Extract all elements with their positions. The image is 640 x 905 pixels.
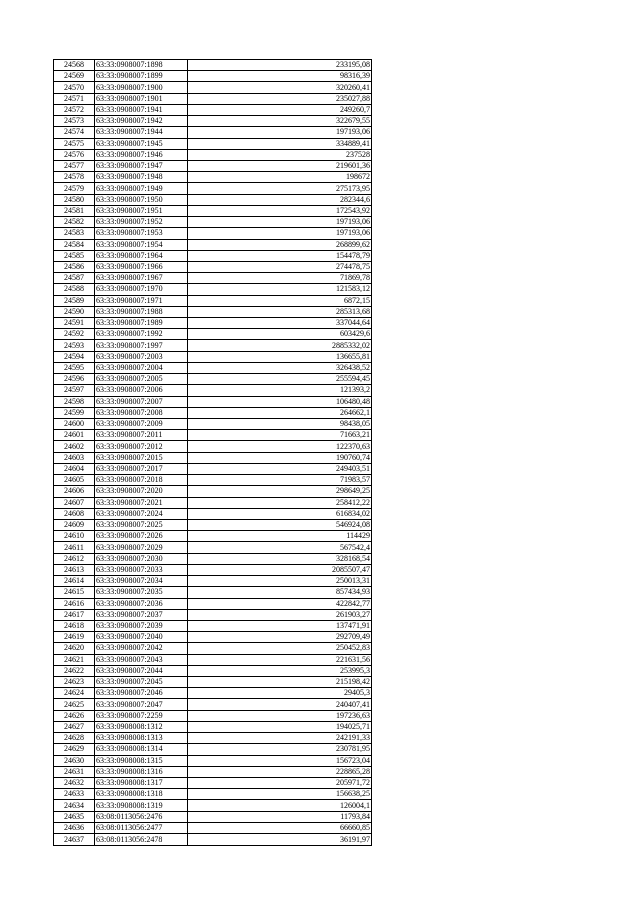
row-number-cell: 24620: [54, 643, 95, 654]
row-number-cell: 24632: [54, 778, 95, 789]
value-cell: 114429: [188, 531, 372, 542]
value-cell: 71869,78: [188, 273, 372, 284]
table-row: [54, 632, 372, 643]
table-row: [54, 587, 372, 598]
value-cell: 250013,31: [188, 576, 372, 587]
value-cell: 328168,54: [188, 553, 372, 564]
row-number-cell: 24575: [54, 138, 95, 149]
cadastral-number-cell: 63:33:0908007:1900: [95, 82, 188, 93]
cadastral-number-cell: 63:33:0908007:2003: [95, 351, 188, 362]
cadastral-number-cell: 63:33:0908008:1315: [95, 755, 188, 766]
row-number-cell: 24635: [54, 811, 95, 822]
cadastral-number-cell: 63:33:0908007:2045: [95, 677, 188, 688]
value-cell: 249260,7: [188, 104, 372, 115]
cadastral-number-cell: 63:33:0908007:2021: [95, 497, 188, 508]
table-row: [54, 733, 372, 744]
cadastral-number-cell: 63:33:0908007:1997: [95, 340, 188, 351]
row-number-cell: 24621: [54, 654, 95, 665]
row-number-cell: 24596: [54, 374, 95, 385]
value-cell: 233195,08: [188, 60, 372, 71]
cadastral-number-cell: 63:33:0908007:2011: [95, 430, 188, 441]
value-cell: 274478,75: [188, 261, 372, 272]
value-cell: 2085507,47: [188, 564, 372, 575]
value-cell: 221631,56: [188, 654, 372, 665]
table-row: [54, 609, 372, 620]
cadastral-number-cell: 63:33:0908007:2037: [95, 609, 188, 620]
row-number-cell: 24623: [54, 677, 95, 688]
row-number-cell: 24612: [54, 553, 95, 564]
cadastral-number-cell: 63:33:0908007:1945: [95, 138, 188, 149]
row-number-cell: 24631: [54, 766, 95, 777]
cadastral-number-cell: 63:33:0908007:2026: [95, 531, 188, 542]
table-row: [54, 104, 372, 115]
cadastral-number-cell: 63:33:0908007:2020: [95, 486, 188, 497]
row-number-cell: 24573: [54, 116, 95, 127]
row-number-cell: 24601: [54, 430, 95, 441]
table-row: [54, 284, 372, 295]
cadastral-number-cell: 63:33:0908007:1899: [95, 71, 188, 82]
row-number-cell: 24616: [54, 598, 95, 609]
table-row: [54, 643, 372, 654]
value-cell: 66660,85: [188, 822, 372, 833]
table-row: [54, 183, 372, 194]
row-number-cell: 24619: [54, 632, 95, 643]
row-number-cell: 24605: [54, 475, 95, 486]
cadastral-number-cell: 63:33:0908007:1948: [95, 172, 188, 183]
table-row: [54, 677, 372, 688]
row-number-cell: 24629: [54, 744, 95, 755]
table-row: [54, 396, 372, 407]
table-row: [54, 250, 372, 261]
value-cell: 240407,41: [188, 699, 372, 710]
cadastral-number-cell: 63:33:0908007:1949: [95, 183, 188, 194]
row-number-cell: 24607: [54, 497, 95, 508]
cadastral-number-cell: 63:33:0908007:1946: [95, 149, 188, 160]
row-number-cell: 24630: [54, 755, 95, 766]
cadastral-number-cell: 63:33:0908007:2034: [95, 576, 188, 587]
table-row: [54, 239, 372, 250]
table-row: [54, 553, 372, 564]
row-number-cell: 24610: [54, 531, 95, 542]
row-number-cell: 24599: [54, 407, 95, 418]
cadastral-number-cell: 63:33:0908007:2047: [95, 699, 188, 710]
table-row: [54, 362, 372, 373]
value-cell: 285313,68: [188, 306, 372, 317]
cadastral-number-cell: 63:33:0908007:1966: [95, 261, 188, 272]
cadastral-number-cell: 63:33:0908007:1992: [95, 329, 188, 340]
row-number-cell: 24603: [54, 452, 95, 463]
value-cell: 275173,95: [188, 183, 372, 194]
table-row: [54, 811, 372, 822]
table-row: [54, 654, 372, 665]
cadastral-number-cell: 63:33:0908008:1318: [95, 789, 188, 800]
cadastral-number-cell: 63:33:0908007:1901: [95, 93, 188, 104]
cadastral-number-cell: 63:33:0908007:2017: [95, 463, 188, 474]
cadastral-number-cell: 63:33:0908007:1952: [95, 217, 188, 228]
cadastral-number-cell: 63:33:0908007:1941: [95, 104, 188, 115]
row-number-cell: 24574: [54, 127, 95, 138]
cadastral-number-cell: 63:33:0908007:2005: [95, 374, 188, 385]
row-number-cell: 24624: [54, 688, 95, 699]
value-cell: 255594,45: [188, 374, 372, 385]
value-cell: 197236,63: [188, 710, 372, 721]
row-number-cell: 24576: [54, 149, 95, 160]
value-cell: 298649,25: [188, 486, 372, 497]
table-row: [54, 778, 372, 789]
table-row: [54, 205, 372, 216]
table-row: [54, 441, 372, 452]
row-number-cell: 24604: [54, 463, 95, 474]
row-number-cell: 24579: [54, 183, 95, 194]
row-number-cell: 24591: [54, 318, 95, 329]
cadastral-number-cell: 63:33:0908008:1316: [95, 766, 188, 777]
table-row: [54, 598, 372, 609]
row-number-cell: 24588: [54, 284, 95, 295]
row-number-cell: 24572: [54, 104, 95, 115]
table-row: [54, 699, 372, 710]
cadastral-number-cell: 63:33:0908007:1988: [95, 306, 188, 317]
table-row: [54, 340, 372, 351]
value-cell: 322679,55: [188, 116, 372, 127]
value-cell: 172543,92: [188, 205, 372, 216]
cadastral-number-cell: 63:33:0908007:2036: [95, 598, 188, 609]
value-cell: 71663,21: [188, 430, 372, 441]
value-cell: 219601,36: [188, 160, 372, 171]
cadastral-number-cell: 63:33:0908007:2009: [95, 419, 188, 430]
row-number-cell: 24613: [54, 564, 95, 575]
row-number-cell: 24592: [54, 329, 95, 340]
cadastral-number-cell: 63:33:0908007:2042: [95, 643, 188, 654]
value-cell: 337044,64: [188, 318, 372, 329]
table-body: [54, 60, 372, 846]
table-row: [54, 710, 372, 721]
value-cell: 857434,93: [188, 587, 372, 598]
value-cell: 197193,06: [188, 127, 372, 138]
cadastral-number-cell: 63:33:0908008:1313: [95, 733, 188, 744]
table-row: [54, 463, 372, 474]
data-table: [53, 59, 372, 846]
row-number-cell: 24571: [54, 93, 95, 104]
value-cell: 616834,02: [188, 508, 372, 519]
cadastral-number-cell: 63:33:0908007:2018: [95, 475, 188, 486]
table-row: [54, 329, 372, 340]
table-row: [54, 172, 372, 183]
value-cell: 250452,83: [188, 643, 372, 654]
row-number-cell: 24587: [54, 273, 95, 284]
cadastral-number-cell: 63:33:0908007:1944: [95, 127, 188, 138]
row-number-cell: 24606: [54, 486, 95, 497]
table-row: [54, 542, 372, 553]
cadastral-number-cell: 63:33:0908008:1319: [95, 800, 188, 811]
table-row: [54, 430, 372, 441]
value-cell: 71983,57: [188, 475, 372, 486]
row-number-cell: 24569: [54, 71, 95, 82]
value-cell: 156638,25: [188, 789, 372, 800]
table-row: [54, 217, 372, 228]
row-number-cell: 24636: [54, 822, 95, 833]
value-cell: 197193,06: [188, 217, 372, 228]
cadastral-number-cell: 63:33:0908007:1989: [95, 318, 188, 329]
table-row: [54, 127, 372, 138]
value-cell: 228865,28: [188, 766, 372, 777]
value-cell: 567542,4: [188, 542, 372, 553]
table-row: [54, 744, 372, 755]
row-number-cell: 24568: [54, 60, 95, 71]
row-number-cell: 24585: [54, 250, 95, 261]
value-cell: 137471,91: [188, 620, 372, 631]
row-number-cell: 24594: [54, 351, 95, 362]
cadastral-number-cell: 63:33:0908007:1967: [95, 273, 188, 284]
row-number-cell: 24608: [54, 508, 95, 519]
value-cell: 121583,12: [188, 284, 372, 295]
value-cell: 326438,52: [188, 362, 372, 373]
value-cell: 320260,41: [188, 82, 372, 93]
row-number-cell: 24609: [54, 519, 95, 530]
cadastral-number-cell: 63:08:0113056:2477: [95, 822, 188, 833]
table-row: [54, 138, 372, 149]
row-number-cell: 24627: [54, 721, 95, 732]
value-cell: 121393,2: [188, 385, 372, 396]
table-row: [54, 273, 372, 284]
row-number-cell: 24577: [54, 160, 95, 171]
cadastral-number-cell: 63:33:0908007:2043: [95, 654, 188, 665]
row-number-cell: 24595: [54, 362, 95, 373]
table-row: [54, 407, 372, 418]
value-cell: 253995,3: [188, 665, 372, 676]
value-cell: 292709,49: [188, 632, 372, 643]
table-row: [54, 531, 372, 542]
table-row: [54, 374, 372, 385]
row-number-cell: 24600: [54, 419, 95, 430]
table-row: [54, 228, 372, 239]
table-row: [54, 60, 372, 71]
table-row: [54, 160, 372, 171]
table-row: [54, 486, 372, 497]
row-number-cell: 24589: [54, 295, 95, 306]
row-number-cell: 24580: [54, 194, 95, 205]
table-row: [54, 93, 372, 104]
row-number-cell: 24578: [54, 172, 95, 183]
table-row: [54, 564, 372, 575]
row-number-cell: 24614: [54, 576, 95, 587]
value-cell: 258412,22: [188, 497, 372, 508]
table-row: [54, 82, 372, 93]
value-cell: 603429,6: [188, 329, 372, 340]
table-row: [54, 497, 372, 508]
table-row: [54, 295, 372, 306]
value-cell: 122370,63: [188, 441, 372, 452]
table-row: [54, 789, 372, 800]
row-number-cell: 24590: [54, 306, 95, 317]
row-number-cell: 24584: [54, 239, 95, 250]
table-row: [54, 116, 372, 127]
value-cell: 6872,15: [188, 295, 372, 306]
table-row: [54, 688, 372, 699]
cadastral-number-cell: 63:33:0908007:2040: [95, 632, 188, 643]
value-cell: 29405,3: [188, 688, 372, 699]
row-number-cell: 24617: [54, 609, 95, 620]
value-cell: 11793,84: [188, 811, 372, 822]
row-number-cell: 24593: [54, 340, 95, 351]
row-number-cell: 24598: [54, 396, 95, 407]
table-row: [54, 318, 372, 329]
value-cell: 126004,1: [188, 800, 372, 811]
value-cell: 264662,1: [188, 407, 372, 418]
cadastral-number-cell: 63:33:0908007:2025: [95, 519, 188, 530]
value-cell: 268899,62: [188, 239, 372, 250]
row-number-cell: 24615: [54, 587, 95, 598]
value-cell: 136655,81: [188, 351, 372, 362]
cadastral-number-cell: 63:33:0908007:1964: [95, 250, 188, 261]
table-row: [54, 519, 372, 530]
row-number-cell: 24611: [54, 542, 95, 553]
value-cell: 242191,33: [188, 733, 372, 744]
value-cell: 249403,51: [188, 463, 372, 474]
value-cell: 237528: [188, 149, 372, 160]
cadastral-number-cell: 63:33:0908007:2006: [95, 385, 188, 396]
table-row: [54, 419, 372, 430]
value-cell: 334889,41: [188, 138, 372, 149]
table-row: [54, 306, 372, 317]
cadastral-number-cell: 63:33:0908008:1317: [95, 778, 188, 789]
value-cell: 98316,39: [188, 71, 372, 82]
value-cell: 261903,27: [188, 609, 372, 620]
cadastral-number-cell: 63:33:0908007:1953: [95, 228, 188, 239]
row-number-cell: 24633: [54, 789, 95, 800]
cadastral-number-cell: 63:33:0908007:2259: [95, 710, 188, 721]
table-row: [54, 721, 372, 732]
table-row: [54, 351, 372, 362]
row-number-cell: 24622: [54, 665, 95, 676]
cadastral-number-cell: 63:33:0908008:1314: [95, 744, 188, 755]
value-cell: 235027,88: [188, 93, 372, 104]
cadastral-number-cell: 63:33:0908007:2046: [95, 688, 188, 699]
cadastral-number-cell: 63:33:0908007:2015: [95, 452, 188, 463]
table-row: [54, 620, 372, 631]
row-number-cell: 24628: [54, 733, 95, 744]
row-number-cell: 24570: [54, 82, 95, 93]
table-row: [54, 452, 372, 463]
cadastral-number-cell: 63:33:0908007:1950: [95, 194, 188, 205]
cadastral-number-cell: 63:33:0908007:1951: [95, 205, 188, 216]
row-number-cell: 24634: [54, 800, 95, 811]
row-number-cell: 24597: [54, 385, 95, 396]
cadastral-number-cell: 63:33:0908007:2039: [95, 620, 188, 631]
value-cell: 36191,97: [188, 834, 372, 846]
table-row: [54, 261, 372, 272]
value-cell: 282344,6: [188, 194, 372, 205]
cadastral-number-cell: 63:33:0908007:1954: [95, 239, 188, 250]
table-row: [54, 766, 372, 777]
row-number-cell: 24602: [54, 441, 95, 452]
cadastral-number-cell: 63:33:0908007:2035: [95, 587, 188, 598]
row-number-cell: 24625: [54, 699, 95, 710]
value-cell: 2885332,02: [188, 340, 372, 351]
value-cell: 205971,72: [188, 778, 372, 789]
value-cell: 106480,48: [188, 396, 372, 407]
row-number-cell: 24581: [54, 205, 95, 216]
cadastral-number-cell: 63:33:0908007:2024: [95, 508, 188, 519]
cadastral-number-cell: 63:33:0908007:2004: [95, 362, 188, 373]
table-row: [54, 149, 372, 160]
cadastral-number-cell: 63:33:0908007:1898: [95, 60, 188, 71]
cadastral-number-cell: 63:33:0908007:2044: [95, 665, 188, 676]
cadastral-number-cell: 63:08:0113056:2476: [95, 811, 188, 822]
cadastral-number-cell: 63:33:0908007:2029: [95, 542, 188, 553]
value-cell: 230781,95: [188, 744, 372, 755]
row-number-cell: 24583: [54, 228, 95, 239]
cadastral-number-cell: 63:33:0908007:2033: [95, 564, 188, 575]
table-row: [54, 194, 372, 205]
row-number-cell: 24637: [54, 834, 95, 846]
table-row: [54, 71, 372, 82]
row-number-cell: 24618: [54, 620, 95, 631]
cadastral-number-cell: 63:33:0908007:1947: [95, 160, 188, 171]
cadastral-number-cell: 63:33:0908007:2008: [95, 407, 188, 418]
row-number-cell: 24582: [54, 217, 95, 228]
table-row: [54, 834, 372, 846]
table-row: [54, 800, 372, 811]
cadastral-number-cell: 63:33:0908007:1971: [95, 295, 188, 306]
cadastral-number-cell: 63:33:0908008:1312: [95, 721, 188, 732]
cadastral-number-cell: 63:08:0113056:2478: [95, 834, 188, 846]
table-row: [54, 475, 372, 486]
table-row: [54, 385, 372, 396]
table-row: [54, 508, 372, 519]
value-cell: 154478,79: [188, 250, 372, 261]
cadastral-number-cell: 63:33:0908007:1942: [95, 116, 188, 127]
value-cell: 194025,71: [188, 721, 372, 732]
value-cell: 198672: [188, 172, 372, 183]
cadastral-number-cell: 63:33:0908007:2012: [95, 441, 188, 452]
value-cell: 197193,06: [188, 228, 372, 239]
table-row: [54, 822, 372, 833]
value-cell: 546924,08: [188, 519, 372, 530]
row-number-cell: 24586: [54, 261, 95, 272]
cadastral-number-cell: 63:33:0908007:2007: [95, 396, 188, 407]
value-cell: 156723,04: [188, 755, 372, 766]
row-number-cell: 24626: [54, 710, 95, 721]
table-row: [54, 665, 372, 676]
cadastral-number-cell: 63:33:0908007:2030: [95, 553, 188, 564]
table-row: [54, 576, 372, 587]
value-cell: 422842,77: [188, 598, 372, 609]
value-cell: 190760,74: [188, 452, 372, 463]
cadastral-number-cell: 63:33:0908007:1970: [95, 284, 188, 295]
value-cell: 215198,42: [188, 677, 372, 688]
value-cell: 98438,05: [188, 419, 372, 430]
table-row: [54, 755, 372, 766]
